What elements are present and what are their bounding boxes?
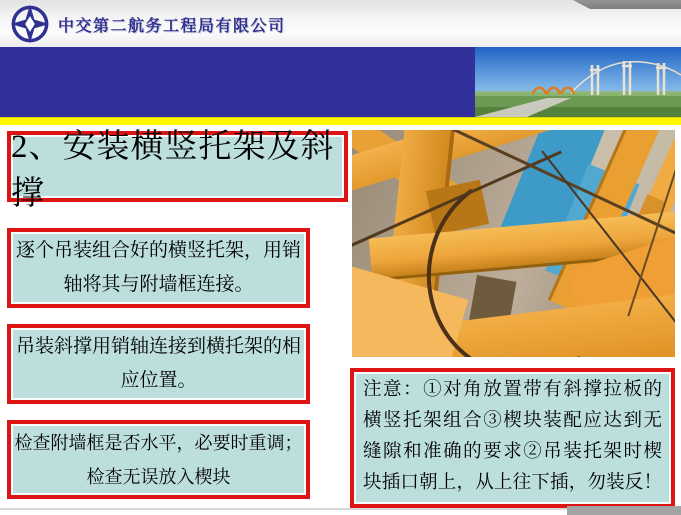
step-box-2 [7,324,310,404]
company-logo-icon [8,3,52,45]
corner-tab-decoration [573,0,681,9]
title-banner [0,47,681,117]
slide-title: 2、安装横竖托架及斜撑 [11,128,335,212]
slide-title-box [7,128,348,212]
step-text-line: 逐个吊装组合好的横竖托架，用销 [15,240,301,261]
step-text-line: 应位置。 [120,370,197,391]
note-text-line: 块插口朝上，从上往下插，勿装反！ [363,473,662,493]
note-text-line: 缝隙和准确的要求②吊装托架时楔 [363,442,662,462]
note-box [350,368,675,508]
step-text-line: 轴将其与附墙框连接。 [63,274,254,295]
bridge-photo [475,47,681,117]
bridge-illustration [475,47,681,117]
structure-photo [352,130,675,357]
step-box-1 [7,228,310,308]
note-text-line: 注意：①对角放置带有斜撑拉板的 [363,380,662,400]
step-text-line: 检查无误放入楔块 [86,466,231,487]
header-bar [0,0,681,47]
step-text-line: 吊装斜撑用销轴连接到横托架的相 [15,336,301,357]
step-text-line: 检查附墙框是否水平，必要时重调； [14,432,303,453]
note-text-line: 横竖托架组合③楔块装配应达到无 [363,411,662,431]
horizontal-scrollbar-thumb[interactable] [567,506,681,515]
step-box-3 [7,420,310,499]
company-name: 中交第二航务工程局有限公司 [58,18,286,35]
